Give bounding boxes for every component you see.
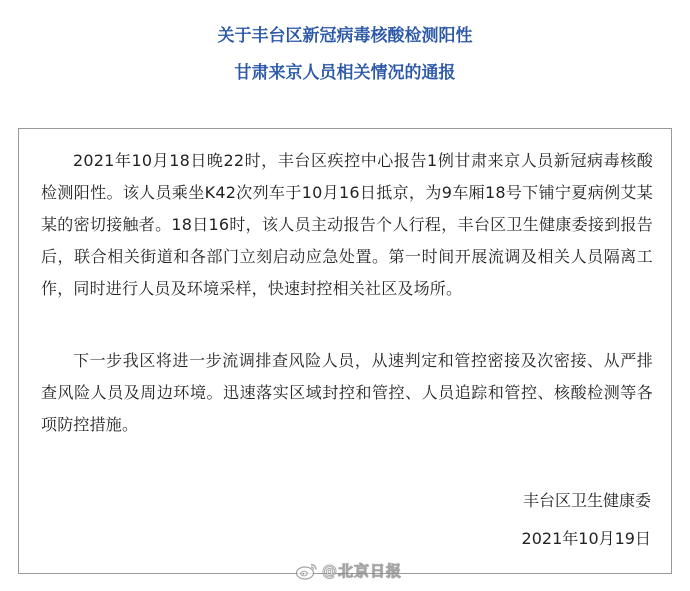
watermark-text: @北京日报 bbox=[322, 562, 403, 580]
notice-title-line1: 关于丰台区新冠病毒核酸检测阳性 bbox=[217, 26, 473, 46]
signature-organization: 丰台区卫生健康委 bbox=[522, 491, 651, 510]
notice-title-line2: 甘肃来京人员相关情况的通报 bbox=[234, 63, 456, 83]
notice-paragraph-2: 下一步我区将进一步流调排查风险人员，从速判定和管控密接及次密接、从严排查风险人员及周边环境。迅速落实区域封控和管控、人员追踪和管控、核酸检测等各项防控措施。 bbox=[41, 351, 653, 434]
signature-date: 2021年10月19日 bbox=[521, 529, 651, 548]
weibo-watermark bbox=[296, 560, 402, 582]
weibo-icon bbox=[296, 562, 318, 580]
notice-paragraph-1: 2021年10月18日晚22时，丰台区疾控中心报告1例甘肃来京人员新冠病毒核酸检测阳性。该人员乘坐K42次列车于10月16日抵京，为9车厢18号下铺宁夏病例艾某某的密切接触者。18日16时，该人员主动报告个人行程，丰台区卫生健康委接到报告后，联合相关街道和各部门立刻启动应急处置。第一时间开展流调及相关人员隔离工作，同时进行人员及环境采样，快速封控相关社区及场所。 bbox=[41, 151, 653, 298]
notice-body-box bbox=[18, 128, 672, 574]
